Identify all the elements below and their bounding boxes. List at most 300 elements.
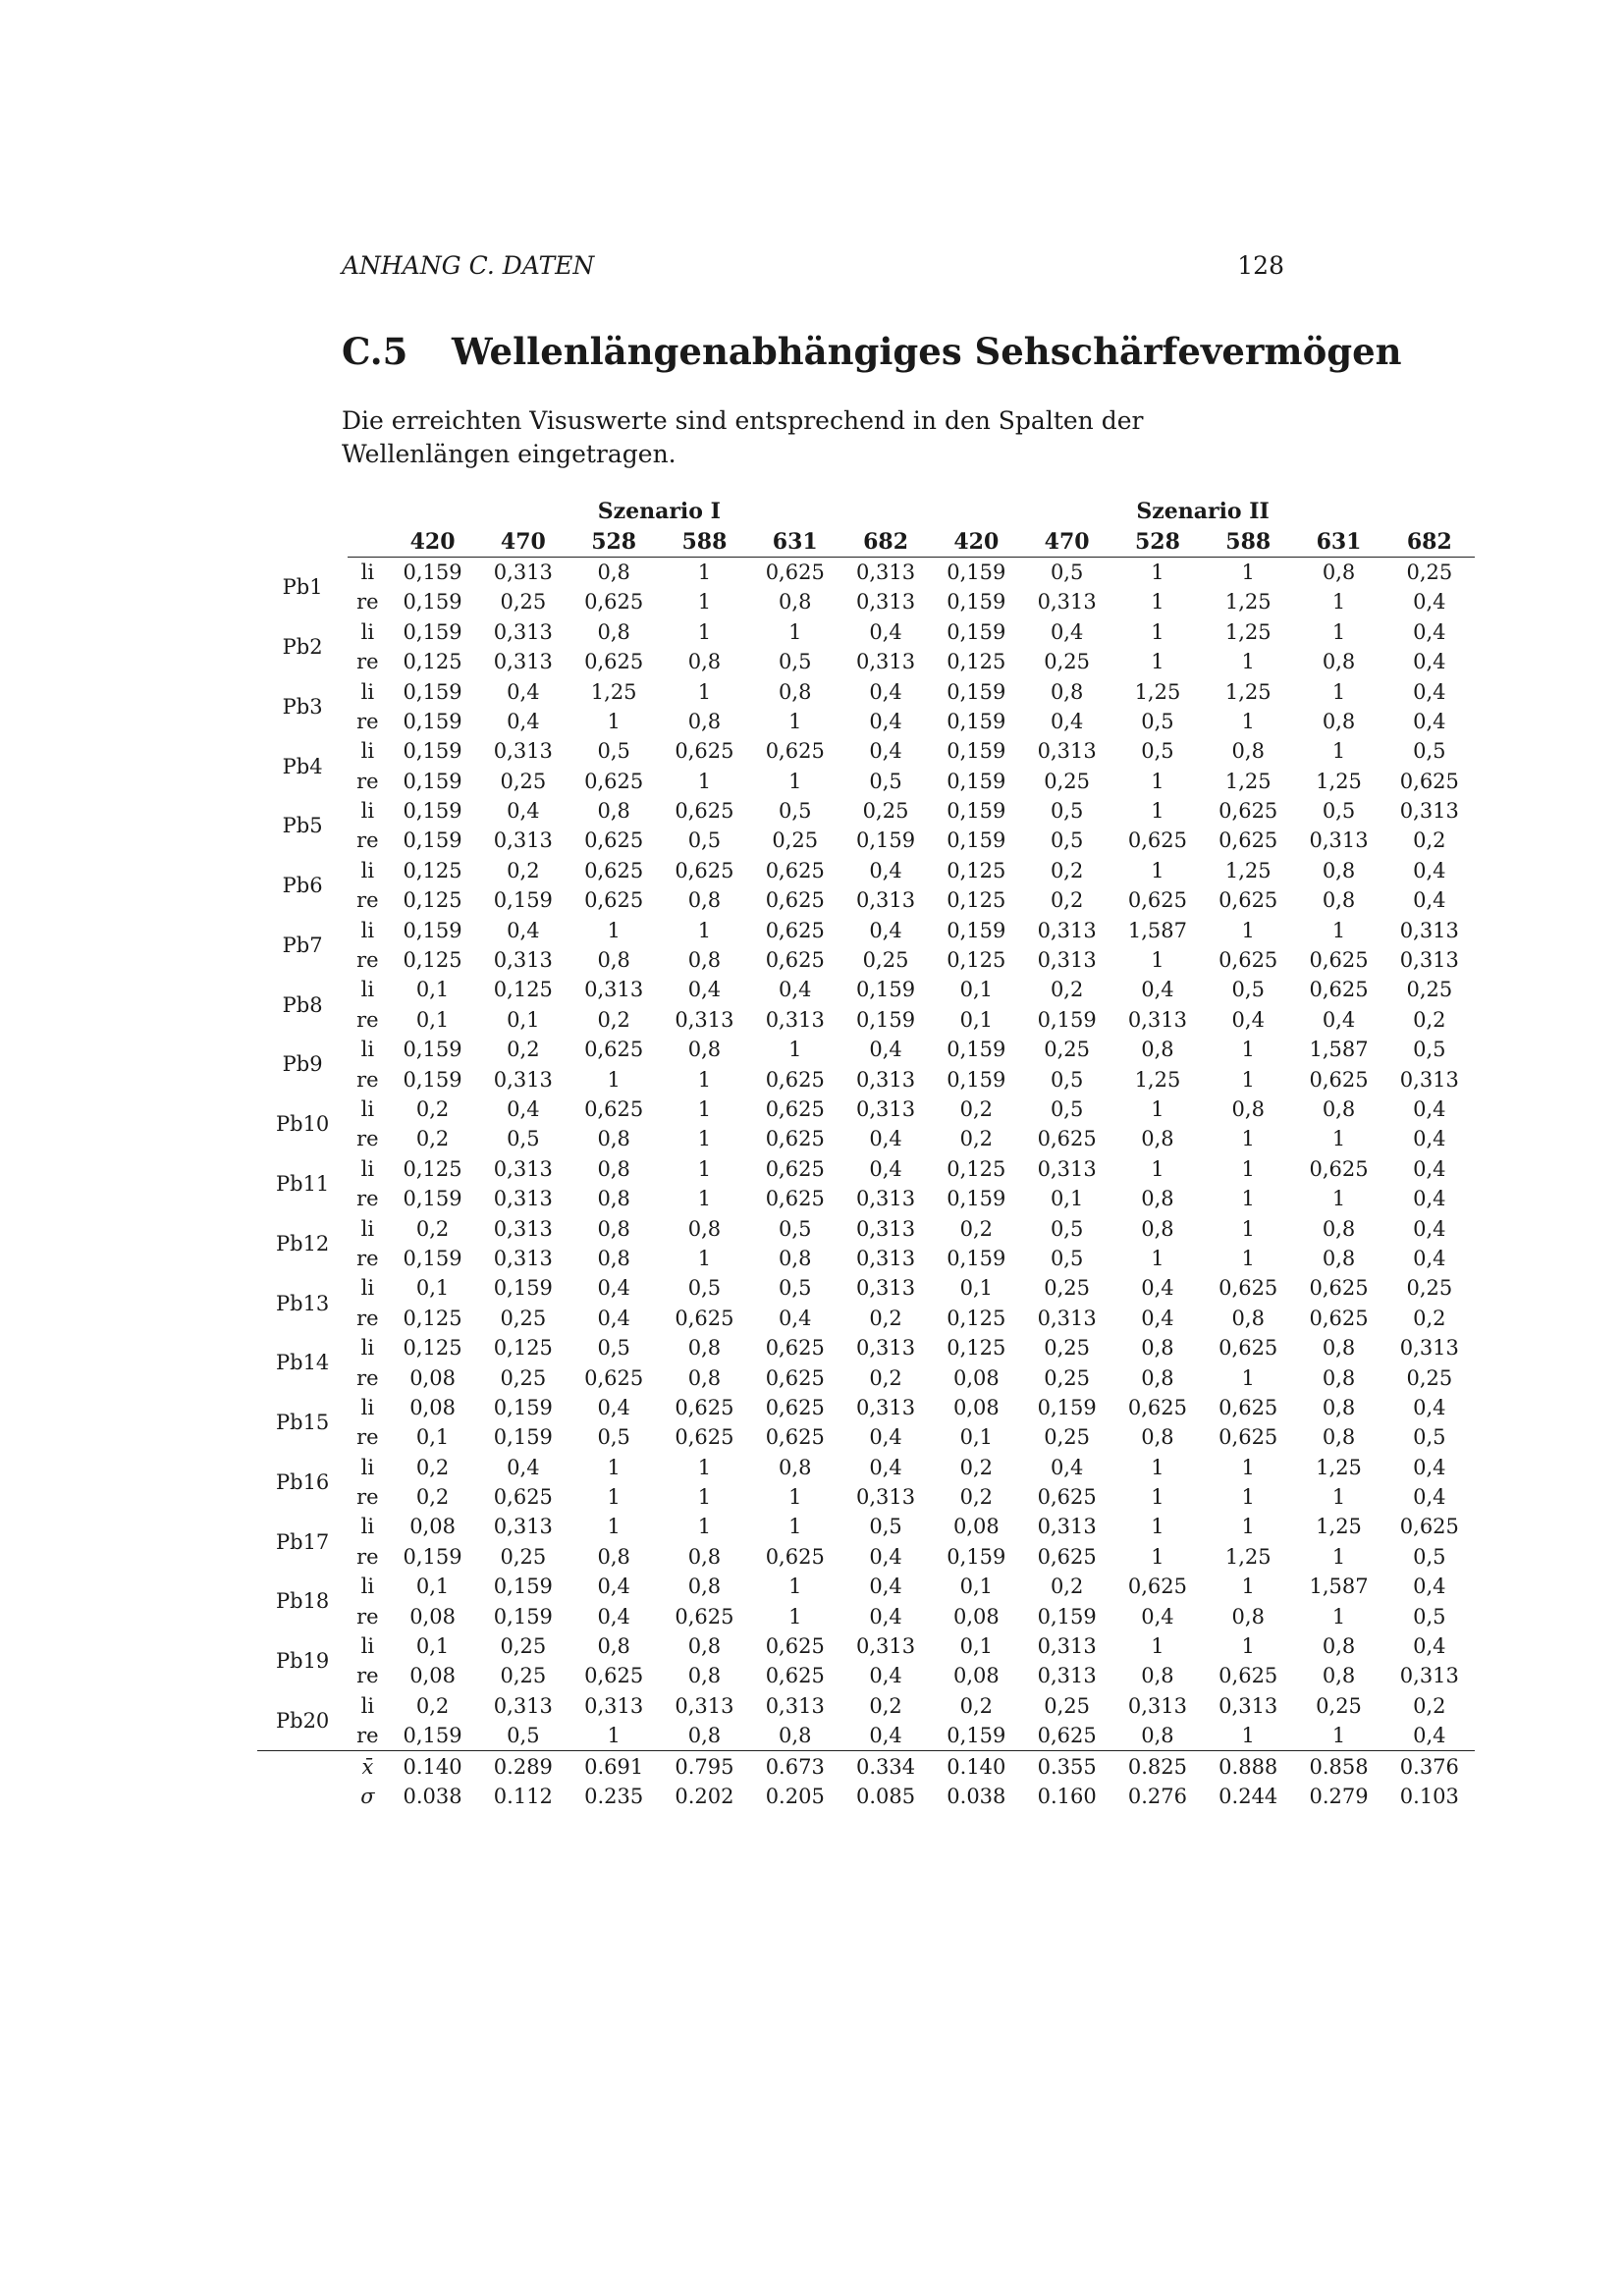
visus-value: 0,4 [869,1604,902,1629]
visus-value: 0,625 [675,1425,734,1450]
visus-value: 0,25 [862,799,909,824]
visus-value: 0,125 [403,1336,462,1361]
visus-value: 0,8 [779,1455,812,1479]
visus-value: 0,313 [1399,918,1459,942]
visus-value: 0,2 [869,1693,902,1718]
eye-side-label: re [356,828,379,853]
wavelength-header: 588 [1203,526,1293,557]
visus-value: 0,08 [952,1515,1000,1539]
visus-value: 0,4 [1050,619,1084,644]
visus-value: 0,313 [765,1693,825,1718]
visus-value: 0,625 [765,918,825,942]
visus-value: 0,4 [507,679,540,704]
visus-value: 0,159 [493,1604,553,1629]
visus-value: 0,5 [1322,799,1356,824]
eye-side-label: li [360,1336,375,1361]
eye-side-label: re [356,1485,379,1510]
visus-value: 0,8 [1322,1395,1356,1419]
visus-value: 0,625 [765,1336,825,1361]
visus-value: 0,159 [855,828,916,853]
visus-value: 1,25 [1316,1455,1362,1479]
visus-value: 0,625 [765,1634,825,1659]
visus-value: 1 [1151,799,1164,824]
visus-value: 1 [1241,1575,1255,1599]
visus-value: 0,25 [1044,1336,1091,1361]
visus-value: 0,313 [1037,1515,1097,1539]
visus-value: 0,625 [584,858,644,882]
visus-value: 0,4 [1413,1127,1446,1151]
visus-value: 0,159 [947,799,1006,824]
visus-value: 0,25 [1406,1276,1453,1301]
visus-value: 1 [697,1455,712,1479]
wavelength-header: 631 [750,526,840,557]
visus-value: 1 [1151,948,1164,973]
subject-label: Pb8 [282,992,323,1017]
visus-value: 0,313 [855,1634,916,1659]
visus-value: 0,159 [1037,1604,1097,1629]
subject-label: Pb20 [257,1691,348,1751]
visus-value: 1,25 [1134,1067,1181,1092]
stat-value: 0.235 [584,1784,644,1808]
subject-label: Pb5 [282,814,323,838]
visus-value: 0,25 [772,828,819,853]
wavelength-header: 588 [659,526,749,557]
table-row [257,1542,1475,1572]
visus-value: 0,1 [1050,1187,1084,1211]
visus-value: 0,625 [1218,888,1278,913]
visus-value: 0,08 [952,1664,1000,1688]
visus-value: 0,5 [779,1276,812,1301]
visus-value: 0,125 [403,858,462,882]
visus-value: 0,625 [1037,1127,1097,1151]
visus-value: 0,4 [1141,1604,1174,1629]
visus-value: 0,625 [1218,1425,1278,1450]
visus-value: 1 [1241,1455,1255,1479]
visus-value: 0,4 [507,709,540,733]
visus-value: 0,625 [765,1395,825,1419]
visus-value: 0,313 [1399,799,1459,824]
table-row [257,826,1475,855]
visus-value: 1 [1151,1634,1164,1659]
visus-value: 0,8 [779,1246,812,1270]
visus-value: 0,125 [403,650,462,674]
visus-value: 0,8 [1322,560,1356,584]
visus-value: 0,5 [1413,1038,1446,1062]
visus-value: 0,25 [1406,560,1453,584]
visus-value: 0,625 [1127,1575,1187,1599]
visus-value: 1 [1241,1246,1255,1270]
visus-value: 0,625 [765,1425,825,1450]
stat-value: 0.289 [478,1751,568,1782]
visus-value: 0,313 [1037,948,1097,973]
visus-value: 0,8 [687,1365,722,1390]
visus-value: 1 [1151,1097,1164,1121]
visus-value: 0,159 [493,888,553,913]
eye-side-label: li [360,679,375,704]
visus-value: 0,159 [403,1067,462,1092]
wavelength-header: 631 [1293,526,1383,557]
visus-value: 0,5 [1413,1604,1446,1629]
visus-value: 0,313 [1218,1693,1278,1718]
visus-value: 0,2 [959,1485,994,1510]
visus-value: 0,08 [409,1395,456,1419]
visus-value: 1 [1331,918,1346,942]
stat-value: 0.140 [387,1751,477,1782]
visus-value: 0,4 [869,739,902,764]
visus-value: 0,313 [1037,918,1097,942]
visus-value: 0,8 [597,1127,630,1151]
visus-value: 0,4 [1413,1246,1446,1270]
visus-value: 1 [1293,1721,1383,1751]
stat-value: 0.244 [1218,1784,1278,1808]
visus-value: 0,5 [1050,799,1084,824]
visus-value: 0,159 [403,1246,462,1270]
visus-value: 0,8 [1322,858,1356,882]
visus-value: 0,313 [765,1007,825,1032]
visus-value: 0,4 [507,1455,540,1479]
visus-value: 0,8 [1322,1365,1356,1390]
visus-value: 0,159 [403,619,462,644]
stat-label: σ [360,1784,375,1808]
visus-value: 0,8 [687,1216,722,1241]
visus-value: 0,625 [1309,1306,1369,1330]
visus-value: 0,4 [869,1575,902,1599]
visus-value: 1 [1241,1365,1255,1390]
visus-value: 0,1 [415,1425,450,1450]
visus-value: 0,4 [1141,978,1174,1002]
visus-value: 0,625 [584,1664,644,1688]
visus-value: 0,313 [855,1216,916,1241]
table-row [257,885,1475,915]
visus-value: 0,625 [584,828,644,853]
visus-value: 1 [1241,560,1255,584]
visus-value: 0,625 [675,739,734,764]
visus-value: 0,8 [1141,1664,1174,1688]
visus-value: 0,8 [1322,1216,1356,1241]
visus-value: 0,159 [403,739,462,764]
intro-paragraph: Die erreichten Visuswerte sind entsprechend in den Spalten der Wellenlängen eingetragen. [342,406,1144,468]
wavelength-header: 420 [387,526,477,557]
visus-value: 0,1 [959,1575,994,1599]
visus-value: 1 [568,1721,659,1751]
eye-side-label: re [356,1187,379,1211]
visus-value: 0,8 [1231,1306,1265,1330]
visus-value: 1 [1241,1127,1255,1151]
table-row [257,1631,1475,1661]
visus-value: 0,313 [1399,1664,1459,1688]
visus-value: 1,587 [1309,1575,1369,1599]
visus-value: 0,08 [409,1515,456,1539]
subject-label: Pb4 [282,754,323,778]
visus-value: 0,1 [507,1007,540,1032]
visus-value: 1 [697,1246,712,1270]
visus-value: 1 [788,619,802,644]
eye-side-label: li [360,1395,375,1419]
table-row [257,975,1475,1004]
stat-value: 0.825 [1112,1751,1203,1782]
stat-value: 0.888 [1203,1751,1293,1782]
visus-value: 0,4 [869,1127,902,1151]
visus-value: 0,25 [500,1634,547,1659]
visus-value: 0,2 [415,1127,450,1151]
visus-value: 0,313 [855,1067,916,1092]
eye-side-label: re [356,1127,379,1151]
table-body [257,557,1475,1811]
stat-value: 0.279 [1309,1784,1369,1808]
stat-row [257,1782,1475,1811]
visus-value: 1,25 [590,679,637,704]
visus-value: 0,8 [687,709,722,733]
table-row [257,1095,1475,1124]
visus-value: 0,4 [597,1306,630,1330]
visus-value: 1 [1151,560,1164,584]
visus-value: 1 [1331,679,1346,704]
visus-value: 0,25 [500,1306,547,1330]
visus-value: 0,625 [1309,978,1369,1002]
visus-value: 0,159 [855,978,916,1002]
visus-value: 1 [1241,650,1255,674]
eye-side-label: li [360,1575,375,1599]
visus-value: 0,25 [862,948,909,973]
visus-value: 0,4 [1413,1395,1446,1419]
visus-value: 0,625 [584,888,644,913]
visus-value: 0,1 [959,1007,994,1032]
visus-value: 0,313 [1127,1007,1187,1032]
visus-value: 0,1 [415,1634,450,1659]
eye-side-label: re [356,1544,379,1569]
visus-value: 0,8 [597,619,630,644]
visus-value: 0,625 [765,1156,825,1181]
visus-value: 0,313 [493,1515,553,1539]
visus-value: 1 [1331,1127,1346,1151]
visus-value: 0,08 [952,1604,1000,1629]
visus-value: 0,625 [765,1187,825,1211]
visus-value: 0,625 [765,560,825,584]
visus-value: 0,5 [597,1336,630,1361]
visus-value: 0,25 [500,1544,547,1569]
visus-value: 0,2 [869,1365,902,1390]
visus-value: 1 [697,1187,712,1211]
visus-value: 0,313 [493,1216,553,1241]
visus-value: 0,2 [959,1216,994,1241]
table-row [257,557,1475,587]
table-row [257,1453,1475,1482]
visus-value: 0,313 [493,1693,553,1718]
visus-value: 0,8 [597,1544,630,1569]
eye-side-label: re [348,1721,387,1751]
visus-value: 0,2 [507,858,540,882]
visus-value: 0,4 [1413,1485,1446,1510]
wavelength-header: 528 [1112,526,1203,557]
visus-value: 0,8 [750,1721,840,1751]
eye-side-label: li [360,978,375,1002]
visus-value: 0,1 [415,1007,450,1032]
visus-value: 0,625 [675,858,734,882]
visus-value: 0,4 [1413,679,1446,704]
visus-value: 1 [1331,1544,1346,1569]
visus-value: 0,313 [855,1097,916,1121]
visus-value: 1,587 [1127,918,1187,942]
stat-value: 0.038 [403,1784,462,1808]
visus-value: 0,4 [1141,1276,1174,1301]
visus-value: 0,5 [1050,1216,1084,1241]
visus-value: 0,159 [493,1575,553,1599]
eye-side-label: li [360,1156,375,1181]
visus-value: 1 [607,918,621,942]
visus-value: 1 [1241,918,1255,942]
visus-value: 0,125 [403,948,462,973]
visus-value: 0,4 [507,1097,540,1121]
visus-value: 0,8 [1141,1425,1174,1450]
visus-value: 0,8 [597,1634,630,1659]
table-row [257,945,1475,975]
visus-value: 0,25 [500,769,547,793]
empty-cell [257,1782,348,1811]
visus-value: 1 [697,769,712,793]
table-row [257,1661,1475,1690]
table-row [257,676,1475,706]
visus-value: 0,4 [1413,1156,1446,1181]
section-title [342,330,1402,373]
visus-value: 0,125 [947,888,1006,913]
visus-value: 0,125 [947,948,1006,973]
visus-value: 0,4 [1413,1187,1446,1211]
visus-value: 0,4 [840,1721,931,1751]
visus-value: 0,4 [597,1395,630,1419]
visus-value: 1,25 [1134,679,1181,704]
visus-value: 0,313 [1399,1067,1459,1092]
visus-value: 1 [697,1156,712,1181]
visus-value: 0,313 [584,978,644,1002]
visus-value: 0,25 [1406,978,1453,1002]
visus-value: 0,4 [597,1276,630,1301]
visus-value: 0,5 [869,769,902,793]
table-row [257,736,1475,766]
visus-value: 0,5 [779,799,812,824]
visus-value: 0,4 [869,1544,902,1569]
stat-value: 0.205 [765,1784,825,1808]
visus-value: 1 [1151,650,1164,674]
visus-value: 0,4 [1384,1721,1475,1751]
visus-value: 0,8 [1322,1664,1356,1688]
stat-value: 0.038 [947,1784,1006,1808]
table-row [257,1005,1475,1035]
stat-label: x̄ [348,1751,387,1782]
visus-value: 0,625 [765,1544,825,1569]
visus-value: 1 [1151,1455,1164,1479]
visus-value: 1 [1203,1721,1293,1751]
visus-value: 0,313 [855,650,916,674]
visus-value: 0,4 [869,1455,902,1479]
running-head [342,251,1284,285]
visus-value: 0,8 [687,650,722,674]
visus-value: 1 [697,679,712,704]
visus-value: 1 [697,590,712,614]
visus-value: 0,25 [1406,1365,1453,1390]
visus-value: 0,159 [947,1038,1006,1062]
visus-value: 0,159 [947,1544,1006,1569]
eye-side-label: re [356,1664,379,1688]
visus-value: 0,8 [597,948,630,973]
visus-value: 0,625 [675,1306,734,1330]
visus-value: 0,08 [952,1395,1000,1419]
visus-value: 0,8 [597,799,630,824]
visus-value: 0,125 [947,1336,1006,1361]
visus-value: 0,8 [687,1664,722,1688]
visus-value: 0,313 [855,590,916,614]
eye-side-label: re [356,1246,379,1270]
table-row [257,1512,1475,1541]
eye-side-label: li [360,1216,375,1241]
eye-side-label: re [356,1306,379,1330]
visus-value: 1 [1241,1156,1255,1181]
visus-value: 0,625 [493,1485,553,1510]
visus-value: 0,159 [947,1246,1006,1270]
visus-value: 0,8 [687,1544,722,1569]
visus-value: 0,1 [959,978,994,1002]
visus-value: 0,8 [779,590,812,614]
visus-value: 0,159 [403,560,462,584]
visus-value: 1 [697,918,712,942]
subject-label: Pb12 [276,1231,330,1255]
visus-value: 1 [788,1038,802,1062]
visus-value: 0,25 [1044,769,1091,793]
visus-value: 0,8 [687,948,722,973]
visus-value: 0,25 [1044,1038,1091,1062]
table-row [257,707,1475,736]
visus-value: 1,25 [1224,619,1272,644]
visus-value: 0,8 [1322,650,1356,674]
visus-value: 0,5 [687,1276,722,1301]
visus-value: 0,313 [1037,1306,1097,1330]
visus-value: 0,125 [493,978,553,1002]
eye-side-label: re [356,650,379,674]
visus-value: 0,5 [869,1515,902,1539]
visus-value: 0,2 [959,1097,994,1121]
visus-value: 1 [697,1097,712,1121]
visus-value: 0,8 [1322,1336,1356,1361]
visus-value: 0,4 [1413,858,1446,882]
visus-value: 0,5 [507,1127,540,1151]
visus-value: 0,159 [403,709,462,733]
visus-value: 0,8 [597,1216,630,1241]
visus-value: 0,5 [1141,709,1174,733]
visus-value: 0,313 [855,1187,916,1211]
visus-value: 0,2 [869,1306,902,1330]
subject-label: Pb16 [276,1469,330,1494]
visus-value: 0,625 [584,650,644,674]
visus-value: 1 [1331,1485,1346,1510]
stat-value: 0.376 [1384,1751,1475,1782]
visus-value: 0,25 [1316,1693,1362,1718]
table-row [257,1422,1475,1452]
visus-value: 0,159 [855,1007,916,1032]
table-row [257,1721,1475,1751]
visus-value: 0,2 [1413,1007,1446,1032]
visus-value: 0,4 [1413,888,1446,913]
visus-value: 1,25 [1224,679,1272,704]
visus-value: 0,4 [1413,1634,1446,1659]
visus-value: 0,125 [947,650,1006,674]
table-row [257,617,1475,647]
visus-value: 0,625 [675,799,734,824]
table-row [257,1362,1475,1392]
visus-value: 0,159 [493,1276,553,1301]
visus-table [257,497,1475,1811]
visus-value: 0,8 [1322,1634,1356,1659]
visus-value: 0,1 [959,1425,994,1450]
visus-value: 0,159 [403,1038,462,1062]
